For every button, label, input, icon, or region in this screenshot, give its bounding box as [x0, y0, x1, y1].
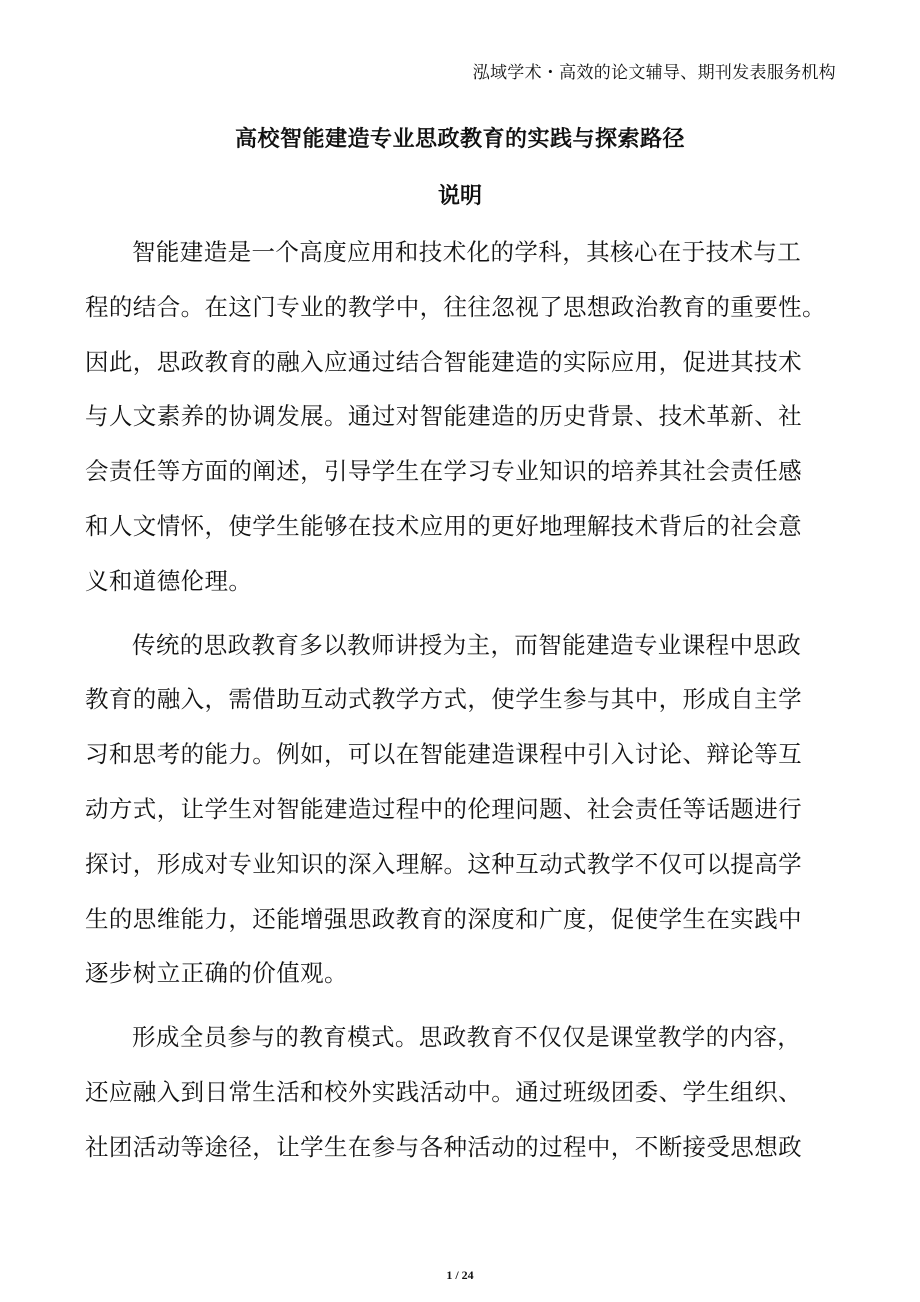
text-line: 社团活动等途径，让学生在参与各种活动的过程中，不断接受思想政: [85, 1132, 802, 1161]
text-line: 智能建造是一个高度应用和技术化的学科，其核心在于技术与工: [132, 238, 802, 266]
text-line: 义和道德伦理。: [85, 566, 253, 595]
text-line: 探讨，形成对专业知识的深入理解。这种互动式教学不仅可以提高学: [85, 849, 802, 878]
text-line: 与人文素养的协调发展。通过对智能建造的历史背景、技术革新、社: [85, 402, 802, 431]
page-number: 1 / 24: [446, 1268, 474, 1282]
text-line: 教育的融入，需借助互动式教学方式，使学生参与其中，形成自主学: [85, 685, 802, 714]
text-line: 逐步树立正确的价值观。: [85, 959, 348, 988]
header-tagline: 泓域学术・高效的论文辅导、期刊发表服务机构: [472, 63, 836, 83]
text-line: 传统的思政教育多以教师讲授为主，而智能建造专业课程中思政: [132, 630, 802, 659]
text-line: 还应融入到日常生活和校外实践活动中。通过班级团委、学生组织、: [85, 1077, 802, 1106]
text-line: 程的结合。在这门专业的教学中，往往忽视了思想政治教育的重要性。: [85, 292, 826, 321]
document-title: 高校智能建造专业思政教育的实践与探索路径: [234, 127, 685, 152]
text-line: 形成全员参与的教育模式。思政教育不仅仅是课堂教学的内容，: [132, 1023, 802, 1052]
paragraph: [85, 232, 845, 616]
text-line: 习和思考的能力。例如，可以在智能建造课程中引入讨论、辩论等互: [85, 740, 802, 769]
document-body: [85, 232, 845, 1191]
paragraph: [85, 625, 845, 1009]
text-line: 会责任等方面的阐述，引导学生在学习专业知识的培养其社会责任感: [85, 457, 802, 486]
paragraph: [85, 1017, 845, 1181]
text-line: 因此，思政教育的融入应通过结合智能建造的实际应用，促进其技术: [85, 347, 802, 376]
text-line: 动方式，让学生对智能建造过程中的伦理问题、社会责任等话题进行: [85, 794, 802, 823]
text-line: 生的思维能力，还能增强思政教育的深度和广度，促使学生在实践中: [85, 904, 802, 933]
text-line: 和人文情怀，使学生能够在技术应用的更好地理解技术背后的社会意: [85, 511, 802, 540]
section-heading: 说明: [437, 184, 482, 209]
